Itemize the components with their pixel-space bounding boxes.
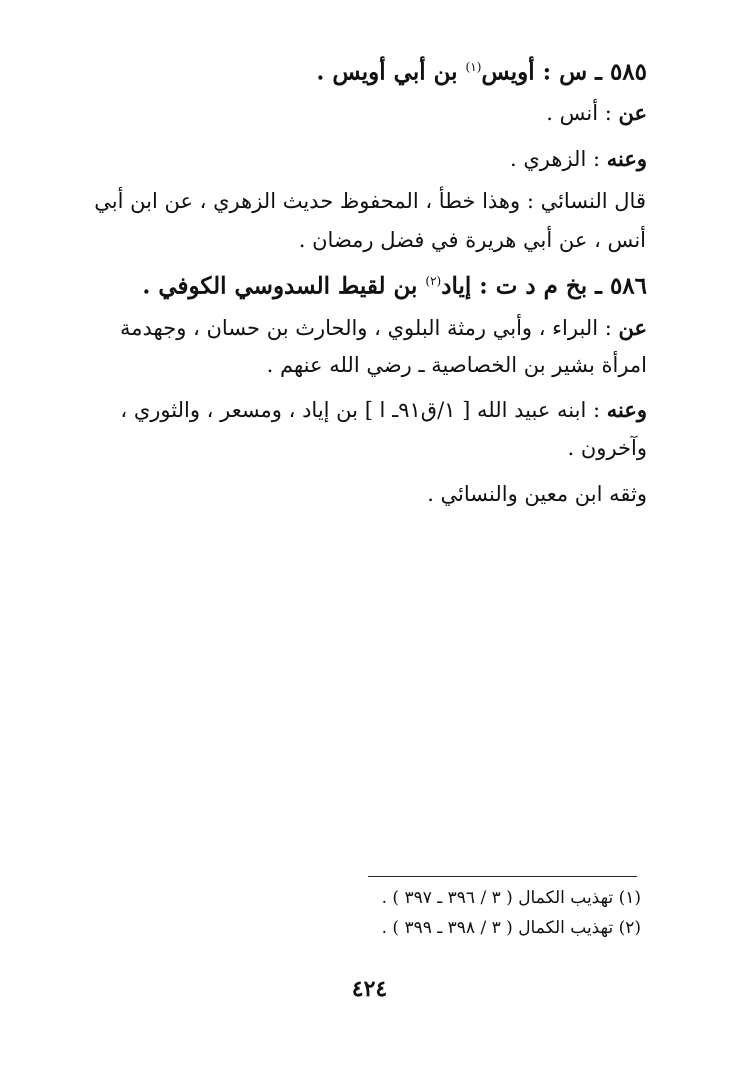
entry-586-heading <box>142 266 647 302</box>
entry-586-head-text: ٥٨٦ ـ بخ م د ت : إياد <box>441 272 647 300</box>
entry-586-head-rest: بن لقيط السدوسي الكوفي . <box>142 272 426 300</box>
page-number: ٤٢٤ <box>351 976 388 1002</box>
an-label: عن <box>618 100 647 125</box>
entry-586-an-line-2: امرأة بشير بن الخصاصية ـ رضي الله عنهم . <box>266 353 647 377</box>
wa-label-2: وعنه <box>606 397 647 422</box>
entry-585-an <box>546 98 647 128</box>
footnote-1: (١) تهذيب الكمال ( ٣ / ٣٩٦ ـ ٣٩٧ ) . <box>381 888 641 908</box>
wa-label: وعنه <box>606 146 647 171</box>
entry-586-wa-line-2: وآخرون . <box>567 436 647 460</box>
footnote-2: (٢) تهذيب الكمال ( ٣ / ٣٩٨ ـ ٣٩٩ ) . <box>381 918 641 938</box>
entry-585-heading <box>316 52 647 88</box>
entry-585-wa <box>510 144 647 174</box>
entry-586-an-line-1 <box>120 313 647 343</box>
entry-586-thiqa: وثقه ابن معين والنسائي . <box>427 482 647 506</box>
nasai-line-2: أنس ، عن أبي هريرة في فضل رمضان . <box>298 228 646 252</box>
footnote-divider <box>368 876 637 877</box>
an-text-2: : البراء ، وأبي رمثة البلوي ، والحارث بن حسان ، وجهدمة <box>120 316 619 340</box>
an-label-2: عن <box>618 315 647 340</box>
entry-585-head-rest: بن أبي أويس . <box>316 58 466 86</box>
wa-text-2: : ابنه عبيد الله [ ١/ق٩١ـ ا ] بن إياد ، ومسعر ، والثوري ، <box>120 398 607 422</box>
wa-text: : الزهري . <box>510 147 607 171</box>
nasai-line-1: قال النسائي : وهذا خطأ ، المحفوظ حديث الزهري ، عن ابن أبي <box>94 189 646 213</box>
entry-586-wa-line-1 <box>120 395 647 425</box>
footnote-ref-2: (٢) <box>425 274 442 288</box>
entry-585-head-text: ٥٨٥ ـ س : أويس <box>481 58 647 86</box>
an-text: : أنس . <box>546 101 619 125</box>
footnote-ref-1: (١) <box>465 60 482 74</box>
